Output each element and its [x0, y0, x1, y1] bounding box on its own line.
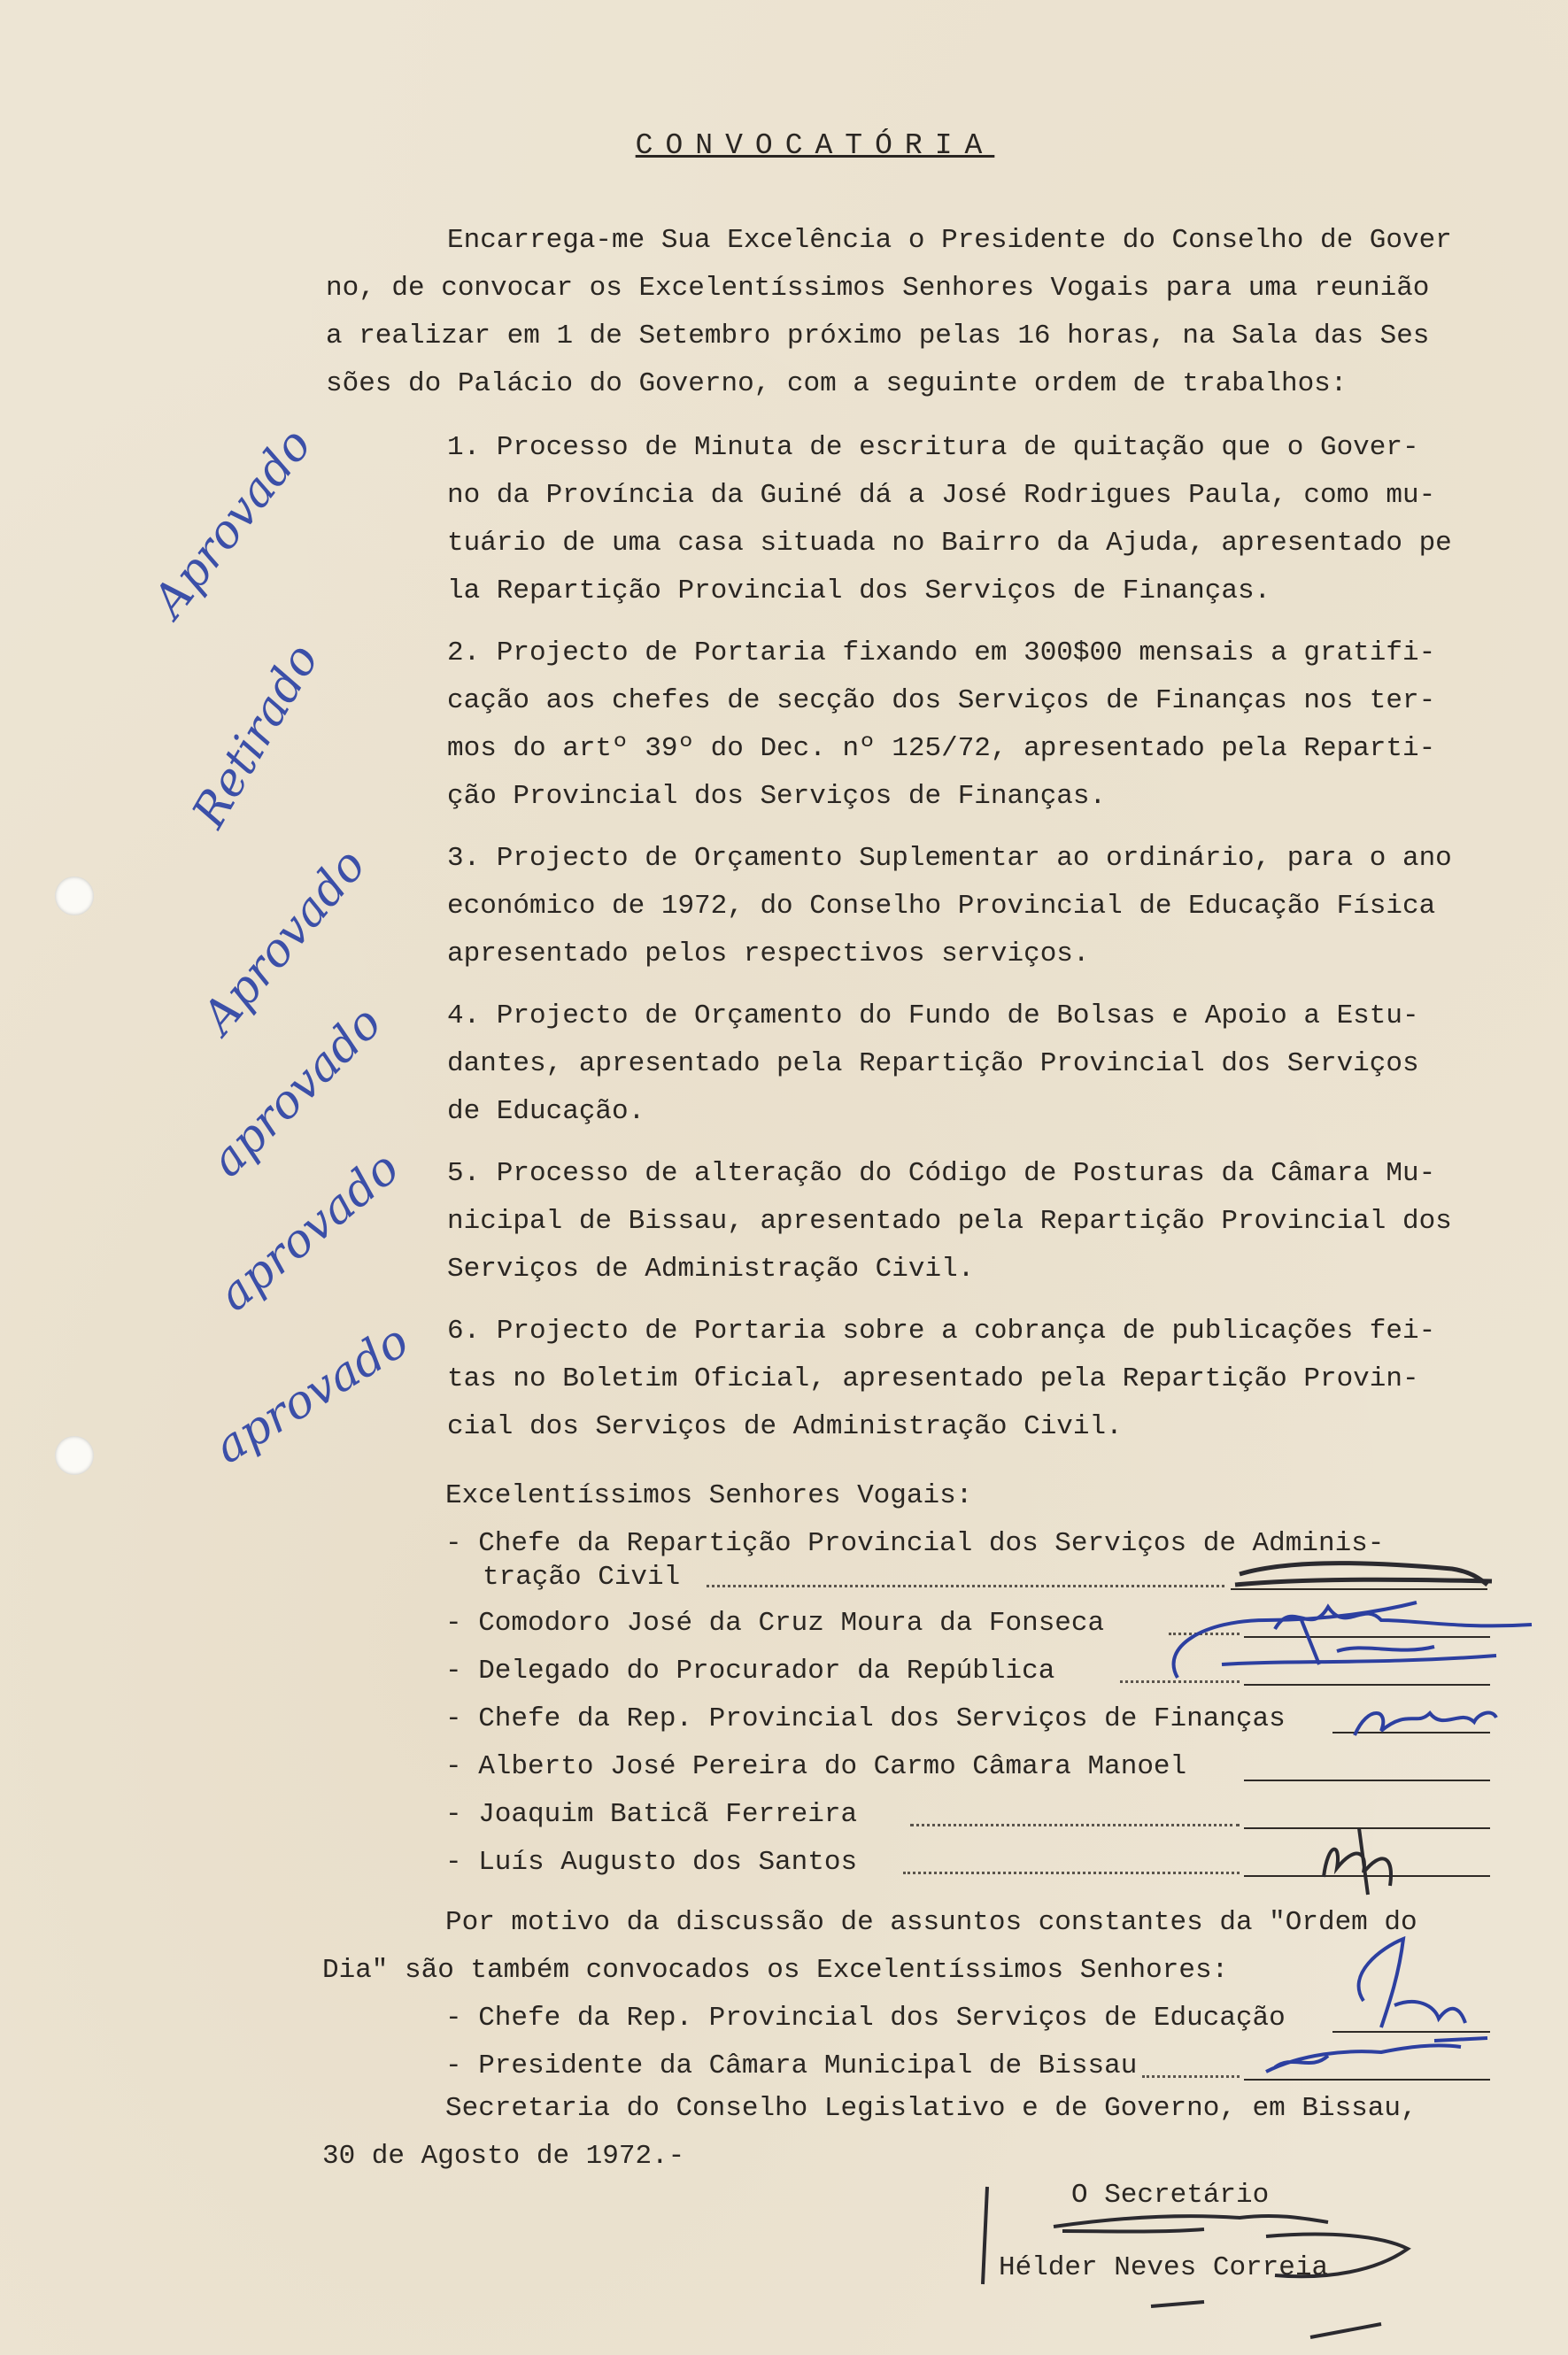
agenda-item-5-line: 5. Processo de alteração do Código de Posturas da Câmara Mu- [447, 1158, 1436, 1189]
vogal-row: - Comodoro José da Cruz Moura da Fonseca [445, 1608, 1105, 1639]
agenda-item-4-line: dantes, apresentado pela Repartição Provincial dos Serviços [447, 1048, 1419, 1079]
agenda-item-6-line: cial dos Serviços de Administração Civil. [447, 1411, 1123, 1442]
handwritten-note-item-6: aprovado [205, 1314, 419, 1475]
vogais-heading: Excelentíssimos Senhores Vogais: [445, 1480, 973, 1511]
agenda-item-1-line: no da Província da Guiné dá a José Rodrigues Paula, como mu- [447, 480, 1436, 511]
signature-comodoro [1174, 1602, 1532, 1678]
vogal-row: - Chefe da Repartição Provincial dos Serviços de Adminis- [445, 1528, 1385, 1559]
intro-line: a realizar em 1 de Setembro próximo pelas 16 horas, na Sala das Ses [326, 320, 1430, 351]
agenda-item-3-line: económico de 1972, do Conselho Provincial de Educação Física [447, 891, 1436, 922]
agenda-item-5-line: Serviços de Administração Civil. [447, 1254, 975, 1285]
vogal-row: tração Civil [483, 1562, 681, 1593]
agenda-item-2-line: 2. Projecto de Portaria fixando em 300$00 mensais a gratifi- [447, 637, 1436, 668]
handwritten-note-item-5: aprovado [208, 1141, 410, 1322]
also-called-line: Por motivo da discussão de assuntos constantes da "Ordem do [445, 1907, 1417, 1938]
agenda-item-3-line: apresentado pelos respectivos serviços. [447, 938, 1090, 969]
vogal-row: - Luís Augusto dos Santos [445, 1847, 858, 1878]
signature-chefe-educacao [1359, 1939, 1465, 2027]
vogal-row: - Delegado do Procurador da República [445, 1656, 1055, 1687]
agenda-item-3-line: 3. Projecto de Orçamento Suplementar ao ordinário, para o ano [447, 843, 1452, 874]
signature-secretario [983, 2187, 1408, 2337]
intro-line: no, de convocar os Excelentíssimos Senhores Vogais para uma reunião [326, 273, 1430, 304]
agenda-item-4-line: 4. Projecto de Orçamento do Fundo de Bolsas e Apoio a Estu- [447, 1000, 1419, 1031]
agenda-item-2-line: ção Provincial dos Serviços de Finanças. [447, 781, 1107, 812]
secretary-name: Hélder Neves Correia [999, 2252, 1329, 2283]
handwritten-note-item-1: Aprovado [143, 418, 322, 628]
agenda-item-2-line: mos do artº 39º do Dec. nº 125/72, apresentado pela Reparti- [447, 733, 1436, 764]
vogal-row: - Joaquim Baticã Ferreira [445, 1799, 858, 1830]
handwritten-note-item-3: Aprovado [192, 838, 376, 1045]
vogal-row: - Alberto José Pereira do Carmo Câmara Manoel [445, 1751, 1187, 1782]
extra-row: - Presidente da Câmara Municipal de Bissau [445, 2050, 1138, 2081]
agenda-item-6-line: tas no Boletim Oficial, apresentado pela Repartição Provin- [447, 1363, 1419, 1394]
signature-chefe-admin [1235, 1564, 1492, 1585]
agenda-item-6-line: 6. Projecto de Portaria sobre a cobrança de publicações fei- [447, 1316, 1436, 1347]
handwritten-note-item-2: Retirado [182, 635, 329, 837]
signature-chefe-financas [1355, 1713, 1496, 1735]
closing-line: Secretaria do Conselho Legislativo e de Governo, em Bissau, [445, 2093, 1417, 2124]
extra-row: - Chefe da Rep. Provincial dos Serviços de Educação [445, 2003, 1286, 2034]
also-called-line: Dia" são também convocados os Excelentíssimos Senhores: [322, 1955, 1229, 1986]
signature-luis-santos [1324, 1828, 1391, 1895]
document-title: CONVOCATÓRIA [635, 129, 995, 162]
agenda-item-4-line: de Educação. [447, 1096, 645, 1127]
handwritten-note-item-4: aprovado [200, 996, 392, 1188]
agenda-item-1-line: 1. Processo de Minuta de escritura de quitação que o Gover- [447, 432, 1419, 463]
date-line: 30 de Agosto de 1972.- [322, 2141, 685, 2172]
vogal-row: - Chefe da Rep. Provincial dos Serviços de Finanças [445, 1703, 1286, 1734]
agenda-item-5-line: nicipal de Bissau, apresentado pela Repartição Provincial dos [447, 1206, 1452, 1237]
intro-line: sões do Palácio do Governo, com a seguinte ordem de trabalhos: [326, 368, 1348, 399]
agenda-item-1-line: tuário de uma casa situada no Bairro da Ajuda, apresentado pe [447, 528, 1452, 559]
secretary-title: O Secretário [1071, 2180, 1270, 2211]
signature-presidente-camara [1266, 2038, 1487, 2072]
agenda-item-2-line: cação aos chefes de secção dos Serviços de Finanças nos ter- [447, 685, 1436, 716]
agenda-item-1-line: la Repartição Provincial dos Serviços de Finanças. [447, 575, 1271, 606]
intro-line: Encarrega-me Sua Excelência o Presidente do Conselho de Gover [447, 225, 1452, 256]
